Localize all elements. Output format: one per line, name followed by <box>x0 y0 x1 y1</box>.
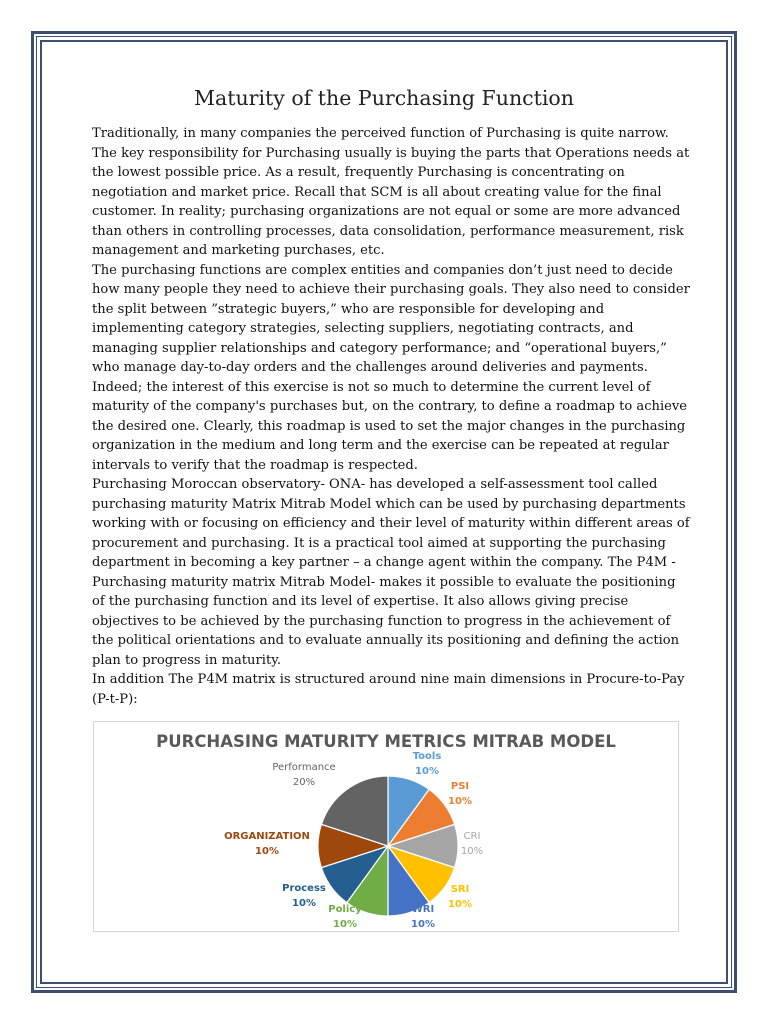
slice-label-tools: Tools <box>412 751 442 762</box>
slice-value-wri: 10% <box>411 919 435 930</box>
pie-chart <box>94 722 680 933</box>
slice-label-policy: Policy <box>328 904 362 915</box>
paragraph-3: Purchasing Moroccan observatory- ONA- has developed a self-assessment tool called purchasing maturity Matrix Mitrab Model which can be used by purchasing departments working with or focusing on efficiency and their level of maturity within different areas of procurement and purchasing. It is a practical tool aimed at supporting the purchasing department in becoming a key partner – a change agent within the company. The P4M -Purchasing maturity matrix Mitrab Model- makes it possible to evaluate the positioning of the purchasing function and its level of expertise. It also allows giving precise objectives to be achieved by the purchasing function to progress in the achievement of the political orientations and to evaluate annually its positioning and defining the action plan to progress in maturity. <box>92 477 690 668</box>
slice-value-policy: 10% <box>333 919 357 930</box>
slice-value-tools: 10% <box>415 766 439 777</box>
paragraph-4: In addition The P4M matrix is structured around nine main dimensions in Procure-to-Pay (P-t-P): <box>92 672 685 707</box>
page-title: Maturity of the Purchasing Function <box>194 86 574 110</box>
document-body <box>92 124 692 709</box>
slice-label-organization: ORGANIZATION <box>224 831 310 842</box>
paragraph-2: The purchasing functions are complex entities and companies don’t just need to decide how many people they need to achieve their purchasing goals. They also need to consider the split between ”strategic buyers,” who are responsible for developing and implementing category strategies, selecting suppliers, negotiating contracts, and managing supplier relationships and category performance; and “operational buyers,” who manage day-to-day orders and the challenges around deliveries and payments. Indeed; the interest of this exercise is not so much to determine the current level of maturity of the company's purchases but, on the contrary, to define a roadmap to achieve the desired one. Clearly, this roadmap is used to set the major changes in the purchasing organization in the medium and long term and the exercise can be repeated at regular intervals to verify that the roadmap is respected. <box>92 262 690 473</box>
slice-label-sri: SRI <box>450 884 470 895</box>
slice-label-process: Process <box>282 883 326 894</box>
slice-label-wri: WRI <box>411 904 435 915</box>
slice-label-psi: PSI <box>450 781 470 792</box>
pie-chart-container <box>93 721 679 932</box>
slice-value-performance: 20% <box>292 777 316 788</box>
slice-label-performance: Performance <box>272 762 336 773</box>
slice-value-psi: 10% <box>448 796 472 807</box>
slice-label-cri: CRI <box>463 831 481 842</box>
slice-value-sri: 10% <box>448 899 472 910</box>
slice-value-cri: 10% <box>460 846 484 857</box>
chart-title: PURCHASING MATURITY METRICS MITRAB MODEL <box>156 732 616 751</box>
slice-value-process: 10% <box>292 898 316 909</box>
paragraph-1: Traditionally, in many companies the perceived function of Purchasing is quite narrow. The key responsibility for Purchasing usually is buying the parts that Operations needs at the lowest possible price. As a result, frequently Purchasing is concentrating on negotiation and market price. Recall that SCM is all about creating value for the final customer. In reality; purchasing organizations are not equal or some are more advanced than others in controlling processes, data consolidation, performance measurement, risk management and marketing purchases, etc. <box>92 126 690 258</box>
slice-value-organization: 10% <box>255 846 279 857</box>
